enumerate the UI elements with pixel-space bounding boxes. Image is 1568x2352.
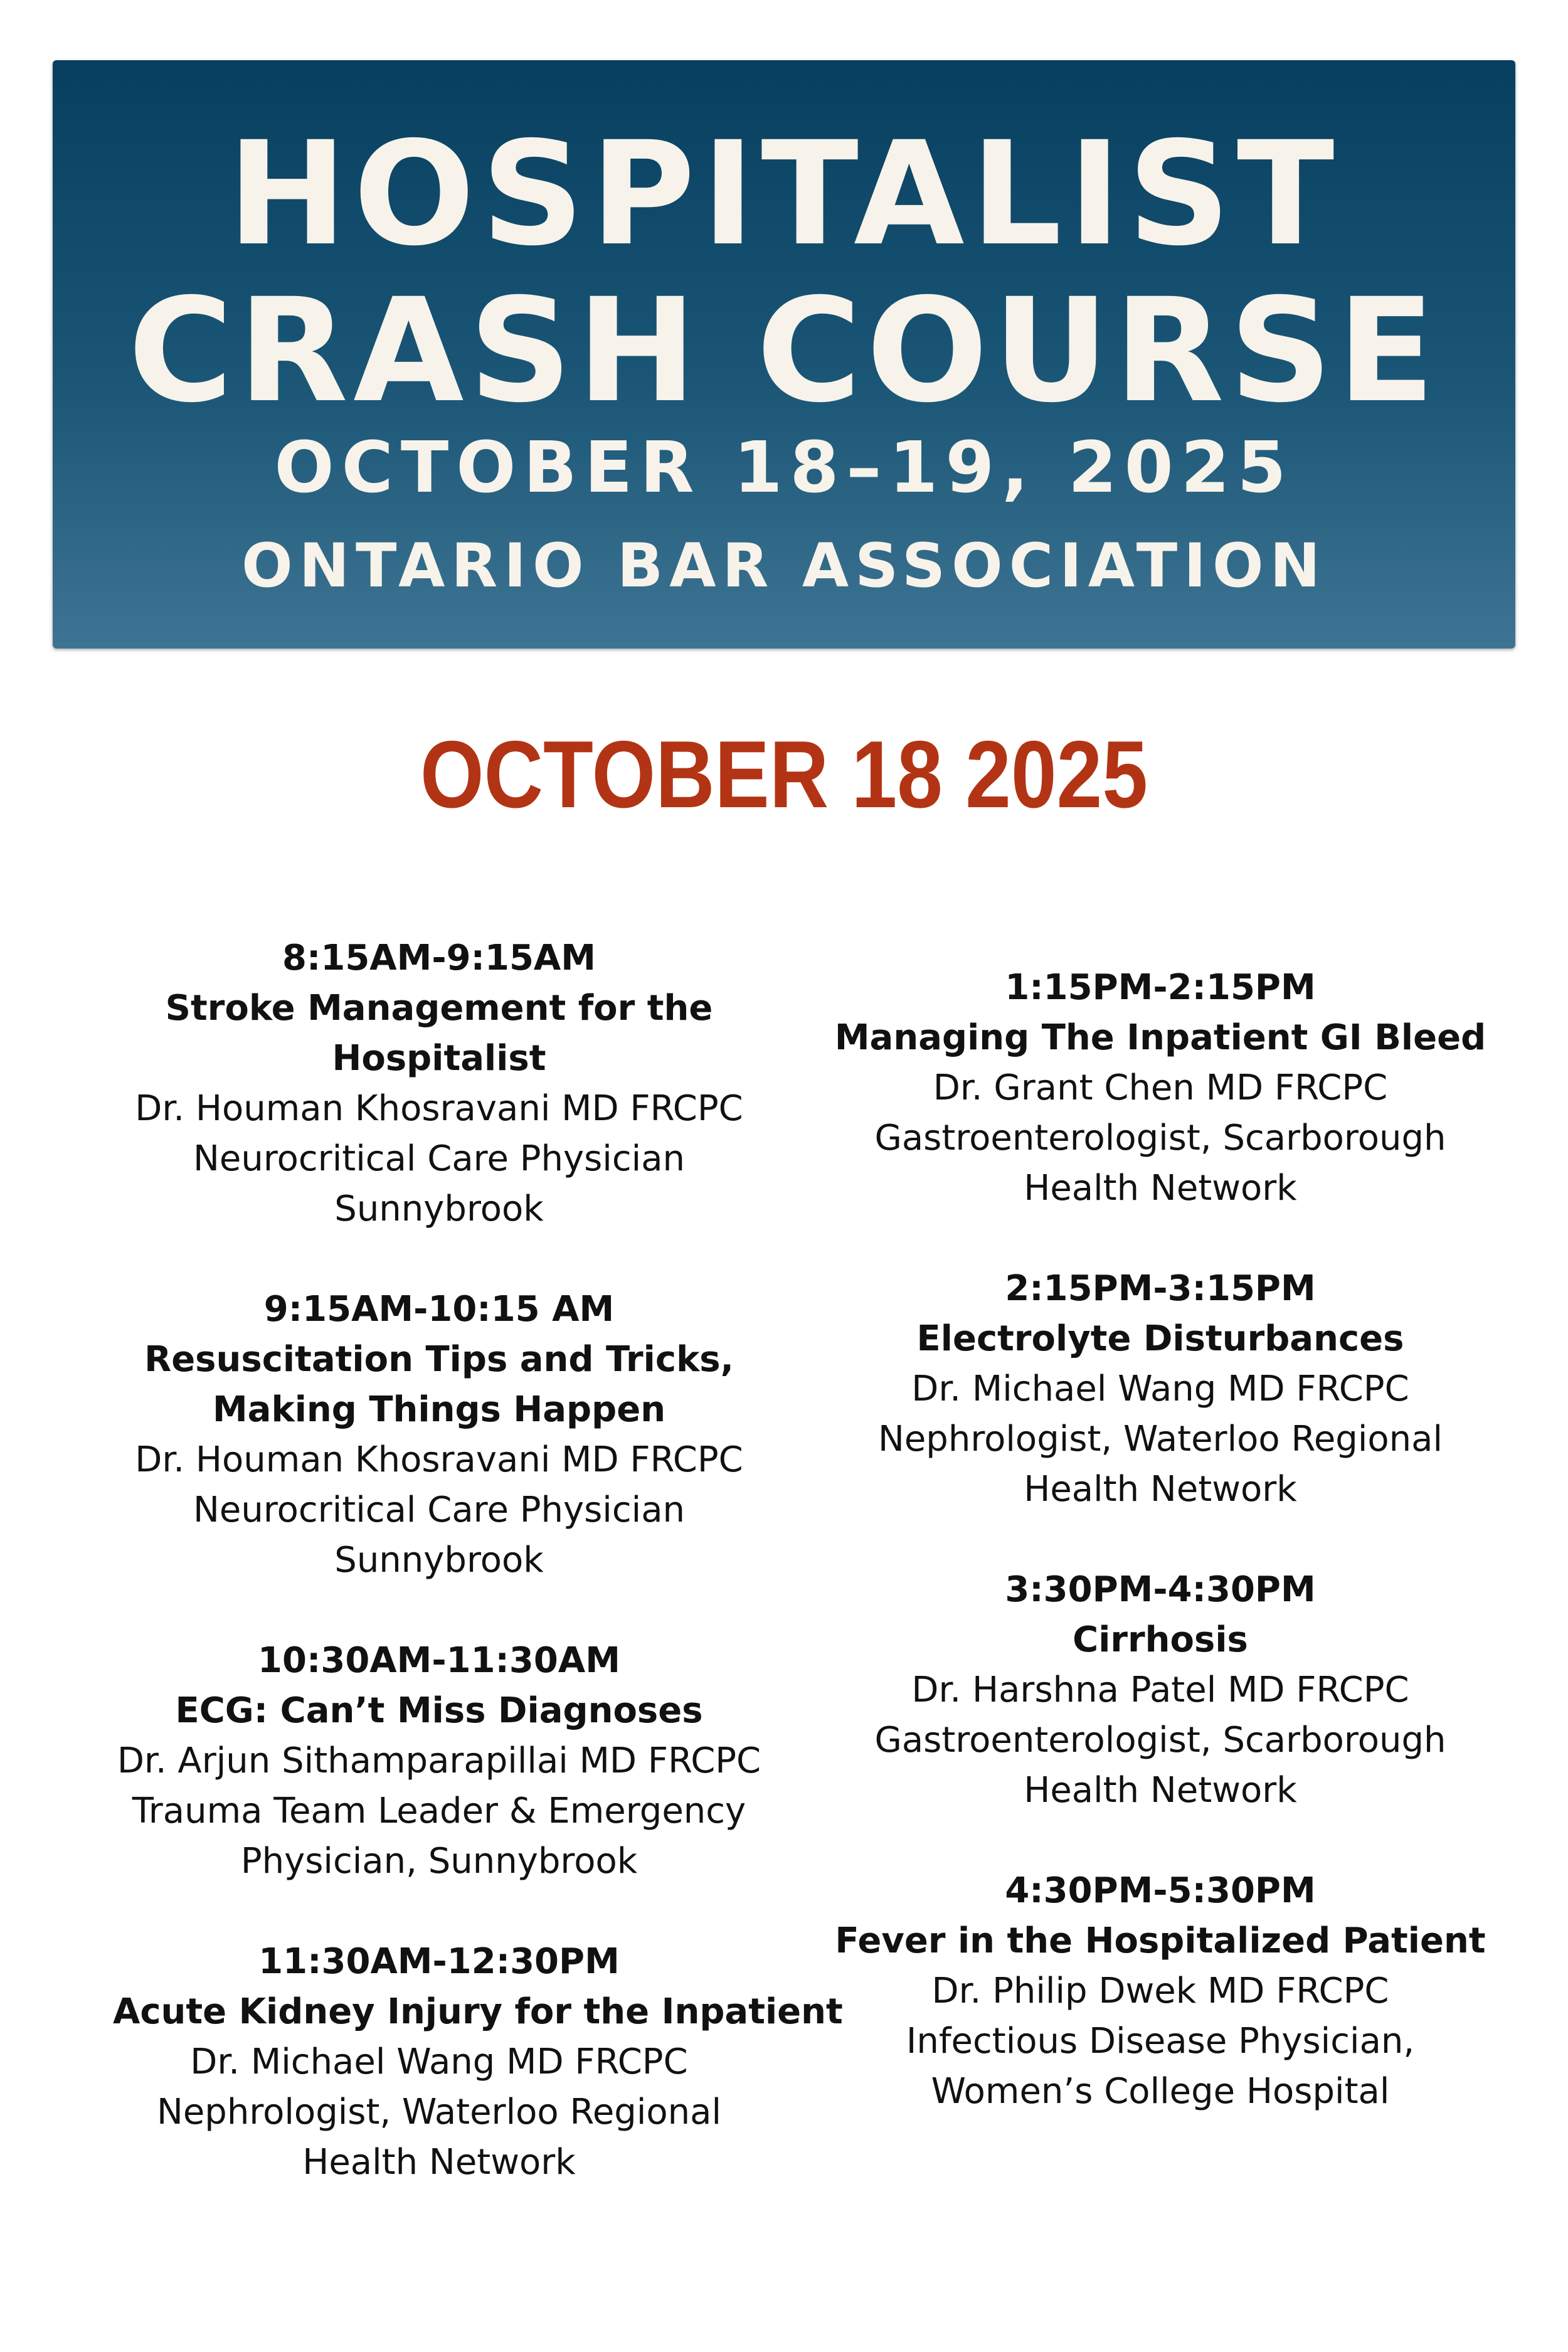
day-title: OCTOBER 18 2025: [420, 721, 1148, 828]
session-topic: Resuscitation Tips and Tricks,: [144, 1339, 734, 1380]
session-item: [834, 1264, 1486, 1515]
session-role: Trauma Team Leader & Emergency: [132, 1791, 746, 1831]
session-role: Health Network: [1024, 1770, 1297, 1811]
session-speaker: Dr. Philip Dwek MD FRCPC: [931, 1971, 1389, 2011]
session-item: [834, 1866, 1486, 2117]
session-topic: Fever in the Hospitalized Patient: [835, 1920, 1486, 1961]
session-item: [834, 1565, 1486, 1816]
session-role: Women’s College Hospital: [931, 2071, 1390, 2112]
session-role: Nephrologist, Waterloo Regional: [877, 1419, 1443, 1459]
session-role: Sunnybrook: [334, 1189, 544, 1229]
banner-dates: OCTOBER 18–19, 2025: [274, 427, 1294, 509]
session-topic: Cirrhosis: [1073, 1619, 1248, 1660]
banner-title-line1: HOSPITALIST: [227, 110, 1341, 277]
session-speaker: Dr. Houman Khosravani MD FRCPC: [135, 1439, 743, 1480]
session-topic: Making Things Happen: [212, 1389, 666, 1430]
session-role: Nephrologist, Waterloo Regional: [156, 2092, 722, 2132]
session-role: Gastroenterologist, Scarborough: [874, 1118, 1446, 1158]
session-speaker: Dr. Michael Wang MD FRCPC: [190, 2042, 688, 2082]
session-item: [113, 933, 765, 1234]
session-topic: Electrolyte Disturbances: [916, 1318, 1404, 1359]
session-time: 8:15AM-9:15AM: [282, 938, 596, 978]
event-banner: [53, 60, 1515, 649]
session-role: Health Network: [302, 2142, 576, 2183]
session-role: Sunnybrook: [334, 1540, 544, 1581]
session-speaker: Dr. Arjun Sithamparapillai MD FRCPC: [117, 1740, 761, 1781]
session-time: 3:30PM-4:30PM: [1005, 1569, 1316, 1610]
session-item: [113, 1937, 843, 2188]
session-role: Neurocritical Care Physician: [193, 1490, 685, 1530]
session-topic: Hospitalist: [332, 1038, 546, 1079]
session-topic: Managing The Inpatient GI Bleed: [834, 1017, 1486, 1058]
session-speaker: Dr. Grant Chen MD FRCPC: [933, 1067, 1388, 1108]
session-topic: ECG: Can’t Miss Diagnoses: [175, 1690, 703, 1731]
session-time: 9:15AM-10:15 AM: [263, 1289, 615, 1330]
session-topic: Stroke Management for the: [165, 988, 713, 1029]
session-speaker: Dr. Michael Wang MD FRCPC: [911, 1369, 1409, 1409]
session-time: 1:15PM-2:15PM: [1005, 967, 1316, 1008]
schedule-column-morning: [113, 933, 843, 2238]
session-item: [113, 1285, 765, 1586]
banner-title-line2: CRASH COURSE: [128, 267, 1440, 434]
session-time: 4:30PM-5:30PM: [1005, 1870, 1316, 1911]
session-speaker: Dr. Harshna Patel MD FRCPC: [911, 1670, 1409, 1710]
session-time: 11:30AM-12:30PM: [258, 1941, 620, 1982]
session-time: 2:15PM-3:15PM: [1005, 1268, 1316, 1309]
session-item: [834, 963, 1486, 1214]
banner-venue: ONTARIO BAR ASSOCIATION: [241, 531, 1327, 601]
session-topic: Acute Kidney Injury for the Inpatient: [113, 1991, 843, 2032]
session-role: Infectious Disease Physician,: [906, 2021, 1415, 2062]
session-role: Health Network: [1024, 1168, 1297, 1209]
session-role: Gastroenterologist, Scarborough: [874, 1720, 1446, 1761]
session-item: [113, 1636, 765, 1887]
session-role: Physician, Sunnybrook: [240, 1841, 638, 1882]
session-role: Health Network: [1024, 1469, 1297, 1510]
schedule-column-afternoon: [834, 963, 1486, 2167]
session-role: Neurocritical Care Physician: [193, 1138, 685, 1179]
session-time: 10:30AM-11:30AM: [258, 1640, 620, 1681]
session-speaker: Dr. Houman Khosravani MD FRCPC: [135, 1088, 743, 1129]
